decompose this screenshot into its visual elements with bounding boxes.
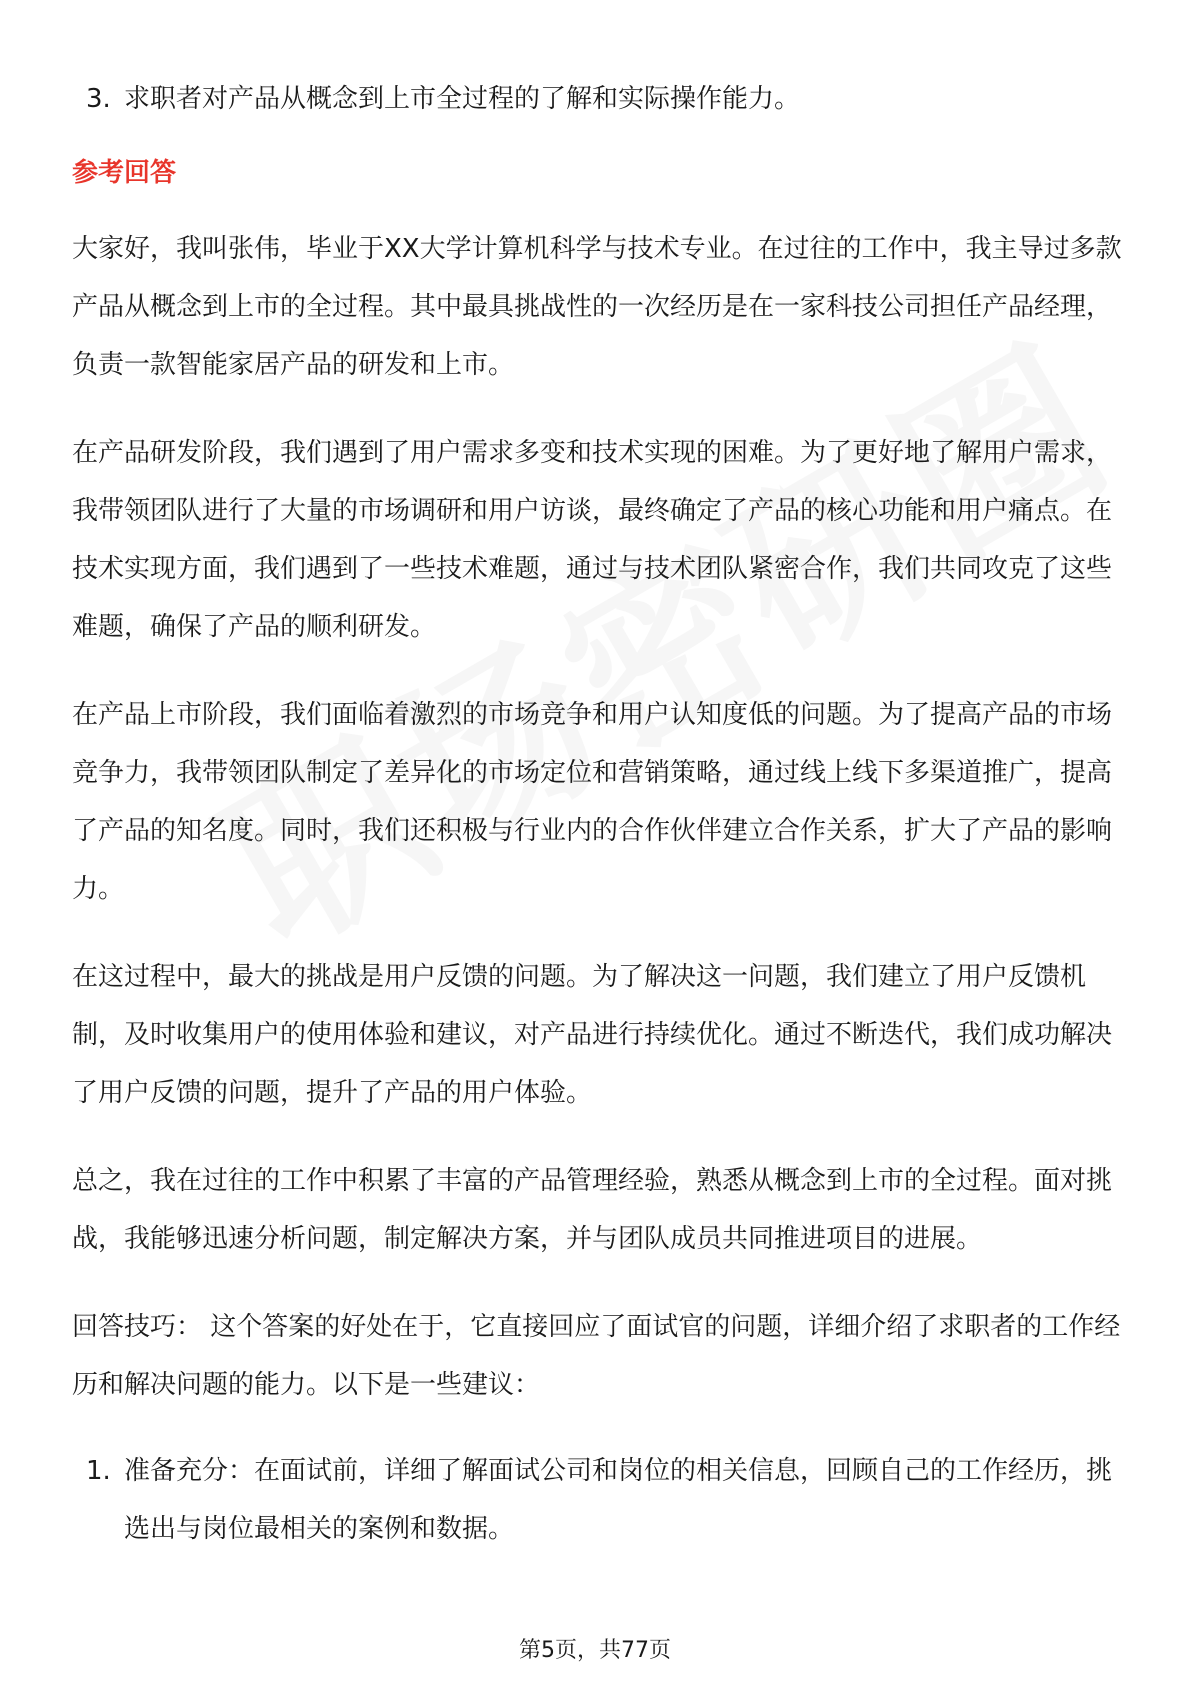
- list-item: [72, 1442, 1122, 1558]
- list-text: 准备充分：在面试前，详细了解面试公司和岗位的相关信息，回顾自己的工作经历，挑选出与岗位最相关的案例和数据。: [124, 1456, 1113, 1544]
- paragraph-summary: 总之，我在过往的工作中积累了丰富的产品管理经验，熟悉从概念到上市的全过程。面对挑战，我能够迅速分析问题，制定解决方案，并与团队成员共同推进项目的进展。: [72, 1166, 1113, 1254]
- paragraph-development: 在产品研发阶段，我们遇到了用户需求多变和技术实现的困难。为了更好地了解用户需求，我带领团队进行了大量的市场调研和用户访谈，最终确定了产品的核心功能和用户痛点。在技术实现方面，我们遇到了一些技术难题，通过与技术团队紧密合作，我们共同攻克了这些难题，确保了产品的顺利研发。: [72, 438, 1113, 642]
- paragraph-challenge: 在这过程中，最大的挑战是用户反馈的问题。为了解决这一问题，我们建立了用户反馈机制，及时收集用户的使用体验和建议，对产品进行持续优化。通过不断迭代，我们成功解决了用户反馈的问题，提升了产品的用户体验。: [72, 962, 1113, 1108]
- section-title: 参考回答: [72, 158, 177, 188]
- list-item: [72, 70, 1122, 128]
- paragraph-launch: 在产品上市阶段，我们面临着激烈的市场竞争和用户认知度低的问题。为了提高产品的市场竞争力，我带领团队制定了差异化的市场定位和营销策略，通过线上线下多渠道推广，提高了产品的知名度。同时，我们还积极与行业内的合作伙伴建立合作关系，扩大了产品的影响力。: [72, 700, 1113, 904]
- page-footer: 第5页，共77页: [519, 1638, 671, 1663]
- list-number: 3.: [86, 84, 111, 114]
- paragraph-tips: 回答技巧： 这个答案的好处在于，它直接回应了面试官的问题，详细介绍了求职者的工作经历和解决问题的能力。以下是一些建议：: [72, 1312, 1121, 1400]
- paragraph-intro: 大家好，我叫张伟，毕业于XX大学计算机科学与技术专业。在过往的工作中，我主导过多款产品从概念到上市的全过程。其中最具挑战性的一次经历是在一家科技公司担任产品经理，负责一款智能家居产品的研发和上市。: [72, 234, 1122, 380]
- list-number: 1.: [86, 1456, 111, 1486]
- document-body: [72, 70, 1122, 1558]
- list-text: 求职者对产品从概念到上市全过程的了解和实际操作能力。: [124, 84, 801, 114]
